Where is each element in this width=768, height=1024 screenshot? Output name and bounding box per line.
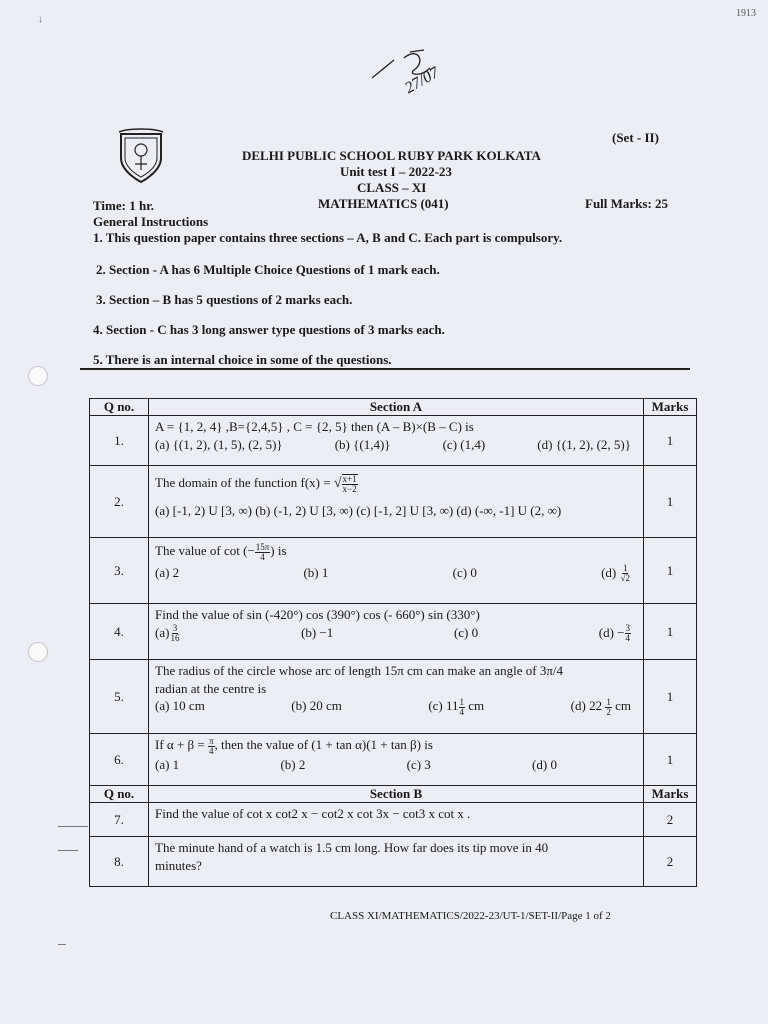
question-text: The domain of the function f(x) = xyxy=(155,475,331,490)
question-text-cont: radian at the centre is xyxy=(155,680,267,696)
question-marks: 1 xyxy=(644,416,697,466)
fraction-numerator: 1 xyxy=(622,563,628,574)
options-row xyxy=(155,756,637,774)
question-number: 1. xyxy=(90,416,149,466)
question-text: Find the value of cot x cot2 x − cot2 x cot 3x − cot3 x cot x . xyxy=(149,803,644,837)
option-c: (c) (1,4) xyxy=(442,436,486,452)
fraction-denominator: 4 xyxy=(209,745,214,756)
fraction xyxy=(169,624,180,643)
question-text-end: , then the value of (1 + tan α)(1 + tan β) is xyxy=(214,737,433,752)
table-row xyxy=(90,803,697,837)
options-row xyxy=(155,697,637,717)
school-crest-logo xyxy=(115,128,167,184)
option-a-label: (a) xyxy=(155,624,170,640)
instruction-1: 1. This question paper contains three sections – A, B and C. Each part is compulsory. xyxy=(93,230,563,245)
question-marks: 1 xyxy=(644,660,697,734)
question-body xyxy=(149,837,644,887)
option-a: (a) 10 cm xyxy=(155,698,205,714)
question-number: 6. xyxy=(90,734,149,786)
option-c: (c) 0 xyxy=(453,624,479,640)
fraction xyxy=(625,624,632,643)
question-text: If α + β = xyxy=(155,737,205,752)
option-d xyxy=(601,564,631,584)
question-number: 2. xyxy=(90,466,149,538)
school-name: DELHI PUBLIC SCHOOL RUBY PARK KOLKATA xyxy=(242,148,541,163)
options-row: (a) [-1, 2) U [3, ∞) (b) (-1, 2) U [3, ∞) (c) [-1, 2] U [3, ∞) (d) (-∞, -1] U (2, ∞) xyxy=(155,503,562,519)
question-number: 4. xyxy=(90,604,149,660)
options-row xyxy=(155,564,637,584)
fraction-denominator: 4 xyxy=(459,706,465,717)
fraction-denominator: 4 xyxy=(260,551,265,562)
fraction-denominator: 16 xyxy=(170,633,180,644)
question-body xyxy=(149,416,644,466)
question-number: 7. xyxy=(90,803,149,837)
col-qno-header: Q no. xyxy=(90,786,149,803)
option-d-label: (d) xyxy=(601,564,617,580)
section-a-header: Section A xyxy=(149,399,644,416)
option-b: (b) 1 xyxy=(303,564,329,580)
option-a xyxy=(155,624,180,644)
option-b: (b) −1 xyxy=(301,624,334,640)
option-c xyxy=(428,697,484,717)
set-label: (Set - II) xyxy=(612,130,659,145)
option-d xyxy=(571,697,631,717)
fraction xyxy=(255,543,271,562)
fraction-denominator: x−2 xyxy=(342,484,357,495)
punch-hole-bottom xyxy=(28,642,48,662)
corner-note: 1913 xyxy=(736,8,756,19)
option-d-unit: cm xyxy=(615,698,631,714)
paren-open: (− xyxy=(243,543,255,558)
question-text-line xyxy=(155,542,637,562)
table-row xyxy=(90,660,697,734)
option-a: (a) 1 xyxy=(155,756,180,772)
option-c: (c) 3 xyxy=(406,756,431,772)
question-text-end: is xyxy=(277,543,287,558)
question-text: The value of cot xyxy=(155,543,240,558)
option-b: (b) {(1,4)} xyxy=(334,436,391,452)
section-b-header: Section B xyxy=(149,786,644,803)
instruction-3: 3. Section – B has 5 questions of 2 marks each. xyxy=(96,292,353,307)
class-name: CLASS – XI xyxy=(357,180,427,195)
question-body xyxy=(149,604,644,660)
instruction-4: 4. Section - C has 3 long answer type questions of 3 marks each. xyxy=(93,322,445,337)
question-marks: 1 xyxy=(644,466,697,538)
question-number: 5. xyxy=(90,660,149,734)
option-d: (d) 0 xyxy=(532,756,557,772)
options-row xyxy=(155,624,637,644)
option-d: (d) {(1, 2), (2, 5)} xyxy=(537,436,631,452)
question-marks: 2 xyxy=(644,803,697,837)
fraction xyxy=(605,698,612,717)
option-a: (a) 2 xyxy=(155,564,180,580)
option-d xyxy=(599,624,631,644)
question-body xyxy=(149,660,644,734)
fraction-denominator: 4 xyxy=(625,633,630,644)
question-body xyxy=(149,538,644,604)
instruction-5: 5. There is an internal choice in some of the questions. xyxy=(93,352,392,367)
question-marks: 1 xyxy=(644,538,697,604)
paren-close: ) xyxy=(270,543,275,558)
question-marks: 1 xyxy=(644,734,697,786)
scan-mark xyxy=(58,826,88,827)
fraction-numerator: 1 xyxy=(606,696,611,707)
table-row xyxy=(90,837,697,887)
options-row xyxy=(155,436,637,454)
col-marks-header: Marks xyxy=(644,786,697,803)
punch-hole-top xyxy=(28,366,48,386)
full-marks-label: Full Marks: 25 xyxy=(585,196,669,211)
fraction-numerator: 3 xyxy=(625,623,630,634)
question-text-line xyxy=(155,474,637,494)
option-b: (b) 20 cm xyxy=(291,698,342,714)
corner-mark: ↓ xyxy=(38,14,43,25)
question-text: Find the value of sin (-420°) cos (390°) cos (- 660°) sin (330°) xyxy=(155,607,480,622)
question-text-line xyxy=(155,736,637,756)
sqrt-sign-icon: √ xyxy=(333,476,342,491)
fraction-numerator: 15π xyxy=(255,541,270,552)
time-label: Time: 1 hr. xyxy=(93,198,155,213)
question-text: The minute hand of a watch is 1.5 cm long. How far does its tip move in 40 xyxy=(155,840,549,855)
subject-label: MATHEMATICS (041) xyxy=(318,196,449,211)
question-table xyxy=(89,398,697,887)
page-footer: CLASS XI/MATHEMATICS/2022-23/UT-1/SET-II/Page 1 of 2 xyxy=(330,910,611,922)
fraction-numerator: π xyxy=(209,735,214,746)
question-number: 3. xyxy=(90,538,149,604)
instruction-2: 2. Section - A has 6 Multiple Choice Questions of 1 mark each. xyxy=(96,262,440,277)
question-marks: 2 xyxy=(644,837,697,887)
table-row xyxy=(90,538,697,604)
question-body xyxy=(149,734,644,786)
signature-date: 27/07 xyxy=(401,64,443,98)
question-text-cont: minutes? xyxy=(155,857,202,873)
test-name: Unit test I – 2022-23 xyxy=(340,164,452,179)
table-row xyxy=(90,416,697,466)
fraction-numerator: 1 xyxy=(459,696,465,707)
option-c-unit: cm xyxy=(468,698,485,714)
option-b: (b) 2 xyxy=(280,756,306,772)
question-text: A = {1, 2, 4} ,B={2,4,5} , C = {2, 5} then (A – B)×(B – C) is xyxy=(155,419,474,434)
question-number: 8. xyxy=(90,837,149,887)
fraction-denominator: 2 xyxy=(606,706,611,717)
option-c-label: (c) 11 xyxy=(428,698,459,714)
scan-mark xyxy=(58,944,66,945)
col-qno-header: Q no. xyxy=(90,399,149,416)
col-marks-header: Marks xyxy=(644,399,697,416)
fraction xyxy=(620,564,631,583)
option-c: (c) 0 xyxy=(452,564,477,580)
scan-mark xyxy=(58,850,78,851)
header-divider xyxy=(80,368,690,370)
question-body xyxy=(149,466,644,538)
table-row xyxy=(90,734,697,786)
option-d-label: (d) − xyxy=(598,624,625,640)
sqrt-fraction xyxy=(342,474,358,494)
table-row xyxy=(90,466,697,538)
fraction-denominator: √2 xyxy=(620,573,630,584)
general-instructions-title: General Instructions xyxy=(93,214,209,229)
table-row xyxy=(90,604,697,660)
fraction xyxy=(459,698,466,717)
option-d-label: (d) 22 xyxy=(570,698,603,714)
question-text: The radius of the circle whose arc of length 15π cm can make an angle of 3π/4 xyxy=(155,663,564,678)
fraction-numerator: 3 xyxy=(172,623,178,634)
fraction-numerator: x+1 xyxy=(342,474,357,485)
question-marks: 1 xyxy=(644,604,697,660)
option-a: (a) {(1, 2), (1, 5), (2, 5)} xyxy=(155,436,283,452)
